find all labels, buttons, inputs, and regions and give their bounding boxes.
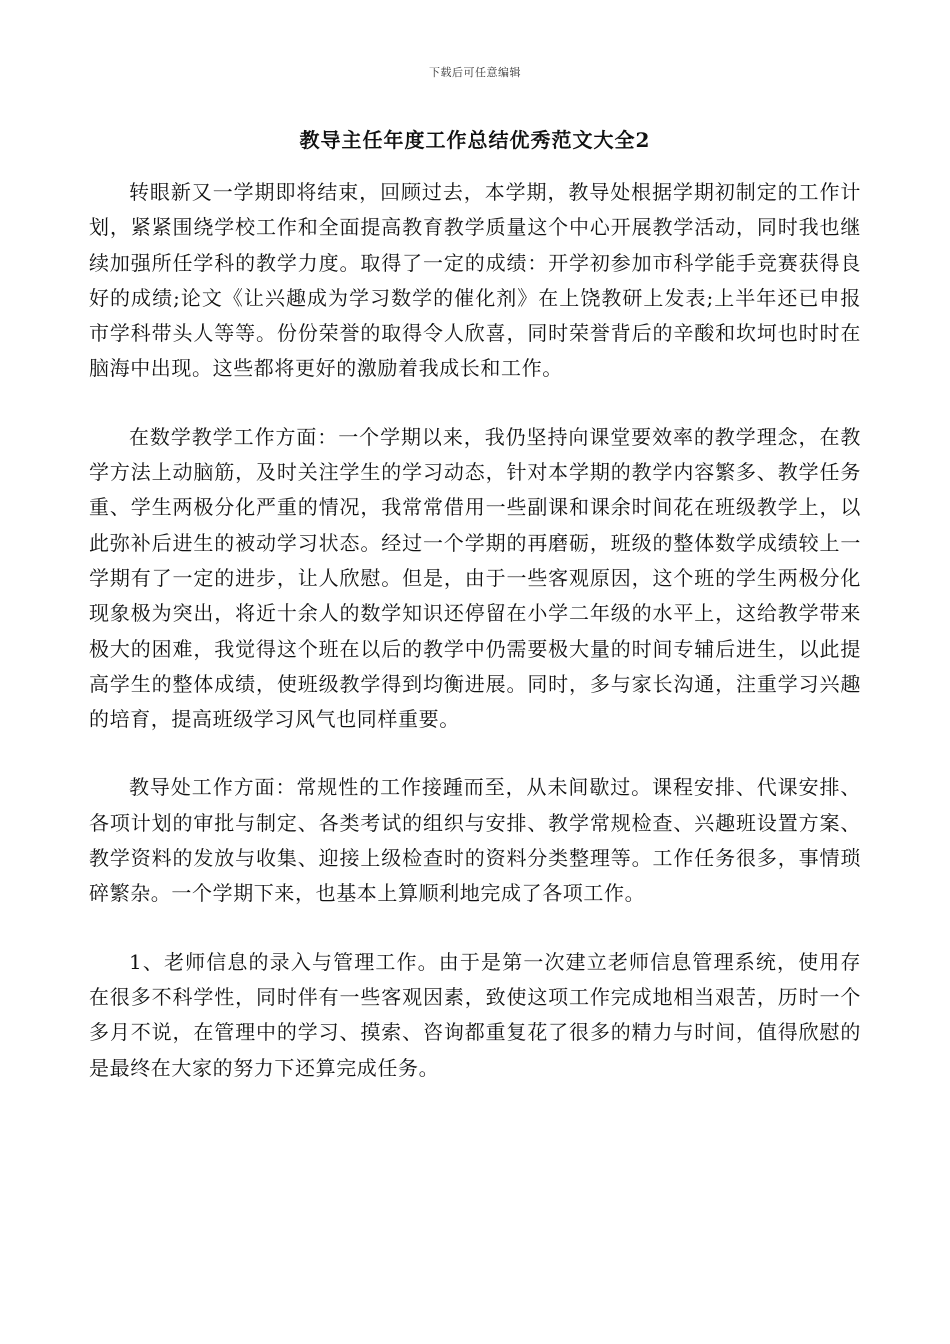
paragraph-math-teaching: 在数学教学工作方面：一个学期以来，我仍坚持向课堂要效率的教学理念，在教学方法上动脑筋，及时关注学生的学习动态，针对本学期的教学内容繁多、教学任务重、学生两极分化严重的情况，我常常借用一些副课和课余时间花在班级教学上，以此弥补后进生的被动学习状态。经过一个学期的再磨砺，班级的整体数学成绩较上一学期有了一定的进步，让人欣慰。但是，由于一些客观原因，这个班的学生两极分化现象极为突出，将近十余人的数学知识还停留在小学二年级的水平上，这给教学带来极大的困难，我觉得这个班在以后的教学中仍需要极大量的时间专辅后进生，以此提高学生的整体成绩，使班级教学得到均衡进展。同时，多与家长沟通，注重学习兴趣的培育，提高班级学习风气也同样重要。 [89, 424, 861, 732]
paragraph-teacher-info: 1、老师信息的录入与管理工作。由于是第一次建立老师信息管理系统，使用存在很多不科学性，同时伴有一些客观因素，致使这项工作完成地相当艰苦，历时一个多月不说，在管理中的学习、摸索、咨询都重复花了很多的精力与时间，值得欣慰的是最终在大家的努力下还算完成任务。 [89, 949, 861, 1080]
header-note: 下载后可任意编辑 [429, 66, 521, 79]
paragraph-intro: 转眼新又一学期即将结束，回顾过去，本学期，教导处根据学期初制定的工作计划，紧紧围绕学校工作和全面提高教育教学质量这个中心开展教学活动，同时我也继续加强所任学科的教学力度。取得了一定的成绩：开学初参加市科学能手竞赛获得良好的成绩;论文《让兴趣成为学习数学的催化剂》在上饶教研上发表;上半年还已申报市学科带头人等等。份份荣誉的取得令人欣喜，同时荣誉背后的辛酸和坎坷也时时在脑海中出现。这些都将更好的激励着我成长和工作。 [89, 180, 861, 381]
document-body [89, 175, 861, 1086]
paragraph-office-work: 教导处工作方面：常规性的工作接踵而至，从未间歇过。课程安排、代课安排、各项计划的审批与制定、各类考试的组织与安排、教学常规检查、兴趣班设置方案、教学资料的发放与收集、迎接上级检查时的资料分类整理等。工作任务很多，事情琐碎繁杂。一个学期下来，也基本上算顺利地完成了各项工作。 [89, 775, 861, 906]
document-title: 教导主任年度工作总结优秀范文大全2 [299, 128, 651, 152]
